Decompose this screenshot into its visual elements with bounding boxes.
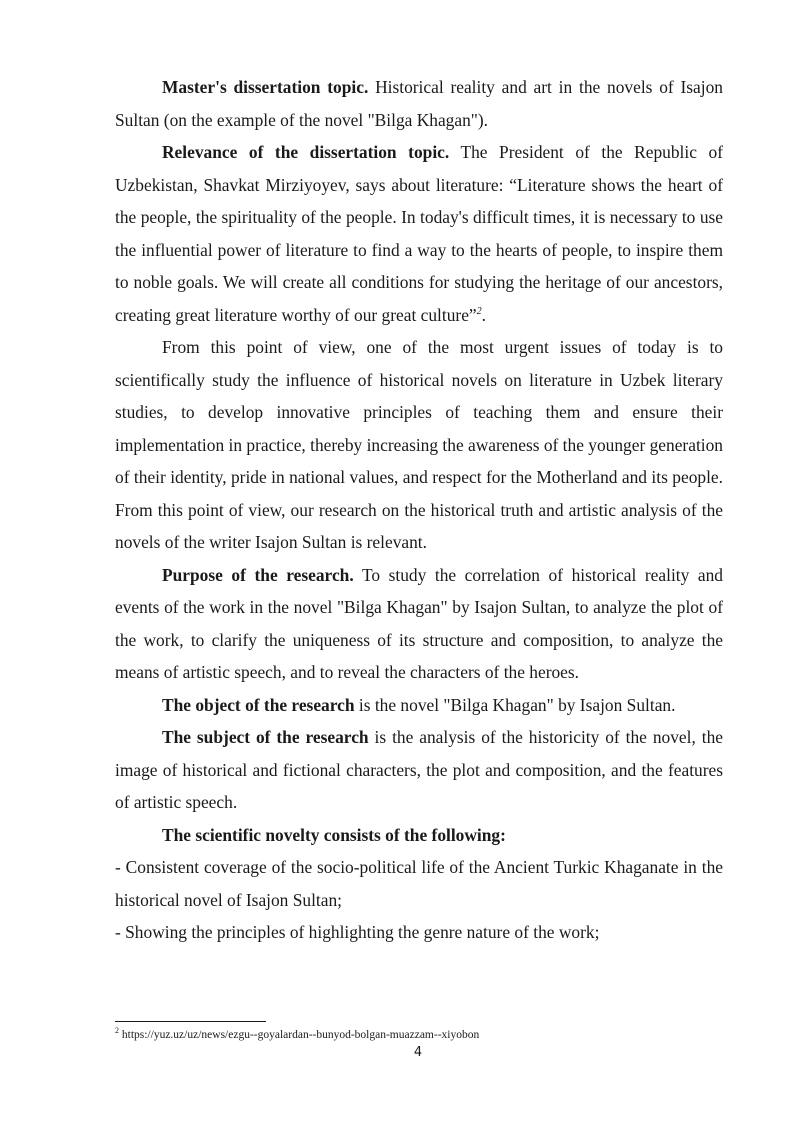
novelty-item: - Consistent coverage of the socio-political life of the Ancient Turkic Khaganate in the historical novel of Isajon Sultan; <box>115 857 723 910</box>
footnote-link[interactable]: https://yuz.uz/uz/news/ezgu--goyalardan--bunyod-bolgan-muazzam--xiyobon <box>121 1029 480 1041</box>
paragraph-purpose <box>115 559 723 689</box>
purpose-heading: Purpose of the research. <box>162 564 354 585</box>
footnote-separator <box>115 1021 266 1022</box>
subject-heading: The subject of the research <box>162 727 369 747</box>
topic-text: Historical reality and art in the novels of Isajon Sultan (on the example of the novel "Bilga Khagan"). <box>115 77 723 130</box>
novelty-heading: The scientific novelty consists of the following: <box>162 824 506 845</box>
paragraph-object <box>115 689 723 722</box>
paragraph-viewpoint: From this point of view, one of the most urgent issues of today is to scientifically study the influence of historical novels on literature in Uzbek literary studies, to develop innovative principles of teaching them and ensure their implementation in practice, thereby increasing the awareness of the younger generation of their identity, pride in national values, and respect for the Motherland and its people. From this point of view, our research on the historical truth and artistic analysis of the novels of the writer Isajon Sultan is relevant. <box>115 337 723 552</box>
object-text: is the novel "Bilga Khagan" by Isajon Sultan. <box>354 694 676 715</box>
subject-text: is the analysis of the historicity of the novel, the image of historical and fictional characters, the plot and composition, and the features of artistic speech. <box>115 727 723 812</box>
paragraph-topic <box>115 71 723 136</box>
object-heading: The object of the research <box>162 694 355 715</box>
topic-heading: Master's dissertation topic. <box>162 77 369 97</box>
footnote <box>115 1028 479 1042</box>
paragraph-novelty <box>115 819 723 852</box>
relevance-text: The President of the Republic of Uzbekistan, Shavkat Mirziyoyev, says about literature: “Literature shows the heart of the people, the spirituality of the people. In today's difficult times, it is necessary to use the influential power of literature to find a way to the hearts of people, to inspire them to noble goals. We will create all conditions for studying the heritage of our ancestors, creating great literature worthy of our great culture” <box>115 142 723 325</box>
purpose-text: To study the correlation of historical reality and events of the work in the novel "Bilga Khagan" by Isajon Sultan, to analyze the plot of the work, to clarify the uniqueness of its structure and composition, to analyze the means of artistic speech, and to reveal the characters of the heroes. <box>115 564 723 682</box>
page-number: 4 <box>413 1045 423 1060</box>
footnote-number: 2 <box>115 1026 119 1036</box>
body-text <box>115 71 723 949</box>
footnote-reference: 2 <box>476 305 482 317</box>
novelty-item: - Showing the principles of highlighting the genre nature of the work; <box>115 922 600 942</box>
relevance-heading: Relevance of the dissertation topic. <box>162 142 450 162</box>
paragraph-subject <box>115 721 723 819</box>
relevance-tail: . <box>481 304 487 325</box>
paragraph-relevance <box>115 136 723 331</box>
